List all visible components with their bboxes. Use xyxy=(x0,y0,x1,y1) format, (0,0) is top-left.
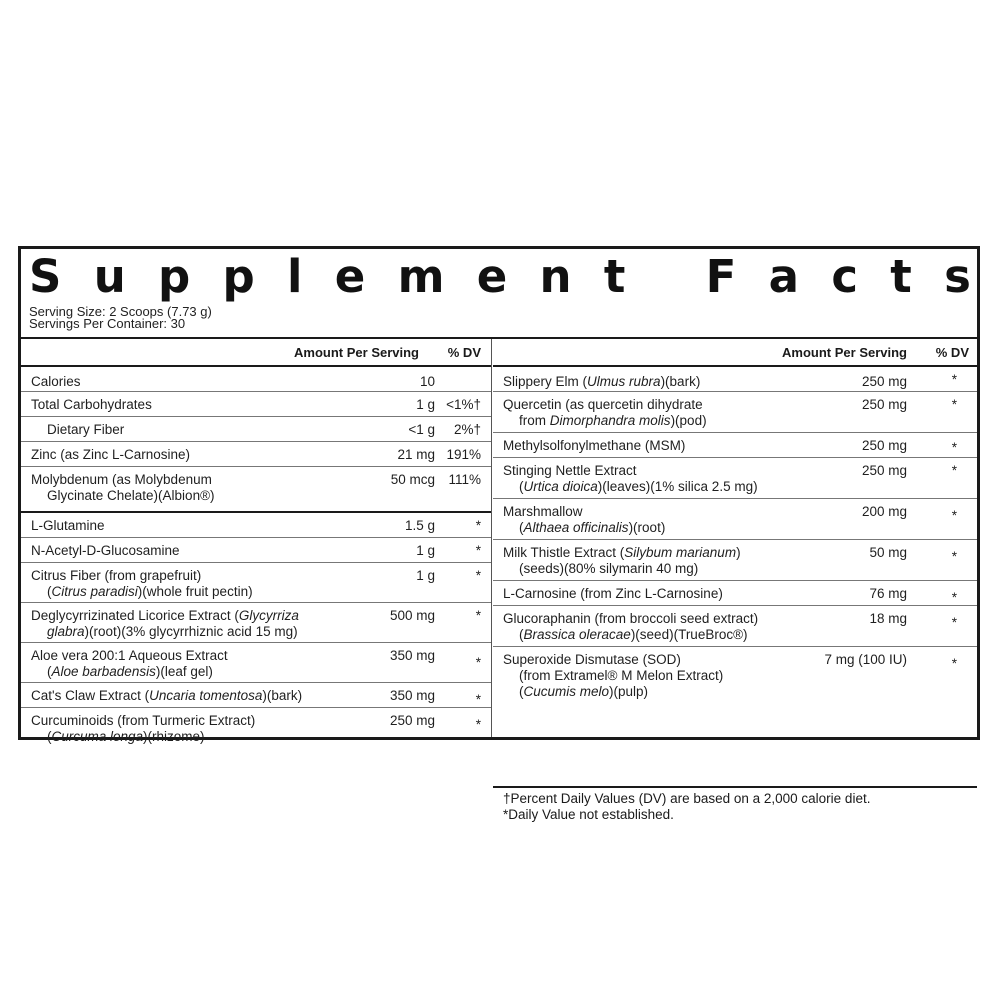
ingredient-name-line2: (Citrus paradisi)(whole fruit pectin) xyxy=(47,584,253,599)
title-letter: F xyxy=(705,249,737,303)
title-letter: S xyxy=(29,249,62,303)
nutrient-name-line2: Glycinate Chelate)(Albion®) xyxy=(47,488,215,503)
ingredient-row-aloe xyxy=(21,643,491,683)
ingredient-dv: * xyxy=(951,372,957,387)
column-header xyxy=(21,339,491,367)
ingredient-name: L-Glutamine xyxy=(31,518,105,533)
footnote xyxy=(503,791,870,823)
nutrient-dv: 2%† xyxy=(453,422,481,437)
ingredient-row-msm xyxy=(493,433,977,458)
ingredient-dv: * xyxy=(951,590,957,605)
ingredient-name: Curcuminoids (from Turmeric Extract) xyxy=(31,713,256,728)
ingredient-name: Methylsolfonylmethane (MSM) xyxy=(503,438,686,453)
ingredient-amount: 350 mg xyxy=(389,648,435,663)
supplement-facts-panel xyxy=(18,246,980,822)
ingredient-name: Slippery Elm (Ulmus rubra)(bark) xyxy=(503,374,701,389)
title-letter: e xyxy=(334,249,366,303)
ingredient-amount: 18 mg xyxy=(869,611,907,626)
column-divider xyxy=(491,339,492,737)
header-amount: Amount Per Serving xyxy=(782,345,907,360)
servings-per-container: Servings Per Container: 30 xyxy=(29,316,186,331)
ingredient-row-elm xyxy=(493,367,977,392)
title-letter: s xyxy=(944,249,971,303)
title-letter: a xyxy=(768,249,800,303)
ingredient-name: Superoxide Dismutase (SOD) xyxy=(503,652,681,667)
ingredient-name-line2: (seeds)(80% silymarin 40 mg) xyxy=(519,561,699,576)
title-letter: l xyxy=(287,249,303,303)
ingredient-name: Cat's Claw Extract (Uncaria tomentosa)(bark) xyxy=(31,688,303,703)
ingredient-dv: * xyxy=(951,615,957,630)
column-header xyxy=(493,339,977,367)
nutrient-dv: <1%† xyxy=(446,397,481,412)
title-letter: p xyxy=(158,249,191,303)
ingredient-amount: 200 mg xyxy=(861,504,907,519)
ingredient-row-sod xyxy=(493,647,977,703)
ingredient-name: Stinging Nettle Extract xyxy=(503,463,637,478)
ingredient-name: Quercetin (as quercetin dihydrate xyxy=(503,397,703,412)
ingredient-name: Citrus Fiber (from grapefruit) xyxy=(31,568,202,583)
title-letter: t xyxy=(603,249,626,303)
header-dv: % DV xyxy=(935,345,969,360)
nutrient-dv: 191% xyxy=(446,447,481,462)
ingredient-name-line3: (Cucumis melo)(pulp) xyxy=(519,684,649,699)
ingredient-row-carnosine xyxy=(493,581,977,606)
ingredient-dv: * xyxy=(475,655,481,670)
ingredient-name-line2: (Aloe barbadensis)(leaf gel) xyxy=(47,664,213,679)
ingredient-name-line2: (Brassica oleracae)(seed)(TrueBroc®) xyxy=(519,627,748,642)
ingredient-name: Marshmallow xyxy=(503,504,583,519)
ingredient-row-glutamine xyxy=(21,513,491,538)
nutrient-name: Molybdenum (as Molybdenum xyxy=(31,472,212,487)
ingredient-amount: 50 mg xyxy=(869,545,907,560)
nutrient-row-zinc xyxy=(21,442,491,467)
ingredient-name-line2: from Dimorphandra molis)(pod) xyxy=(519,413,707,428)
nutrient-amount: 21 mg xyxy=(397,447,435,462)
ingredient-amount: 1.5 g xyxy=(404,518,435,533)
nutrient-name: Dietary Fiber xyxy=(47,422,125,437)
ingredient-dv: * xyxy=(951,508,957,523)
footnote-divider xyxy=(493,786,977,788)
ingredient-row-citrus xyxy=(21,563,491,603)
footnote-not-established: *Daily Value not established. xyxy=(503,807,674,822)
nutrient-name: Calories xyxy=(31,374,81,389)
ingredient-name-line2: (Curcuma longa)(rhizome) xyxy=(47,729,205,744)
nutrient-row-carbs xyxy=(21,392,491,417)
ingredient-dv: * xyxy=(951,397,957,412)
nutrient-row-fiber xyxy=(21,417,491,442)
title-letter: t xyxy=(890,249,912,303)
nutrient-name: Total Carbohydrates xyxy=(31,397,152,412)
title-letter xyxy=(658,254,674,299)
ingredient-name-line2: (from Extramel® M Melon Extract) xyxy=(519,668,724,683)
ingredient-name-line2: (Urtica dioica)(leaves)(1% silica 2.5 mg) xyxy=(519,479,758,494)
ingredient-row-glucoraphanin xyxy=(493,606,977,647)
ingredient-row-thistle xyxy=(493,540,977,581)
ingredient-row-nettle xyxy=(493,458,977,499)
left-column xyxy=(21,339,491,744)
ingredient-name: Milk Thistle Extract (Silybum marianum) xyxy=(503,545,741,560)
ingredient-row-nag xyxy=(21,538,491,563)
footnote-dv: †Percent Daily Values (DV) are based on a 2,000 calorie diet. xyxy=(503,791,871,806)
title-letter: m xyxy=(397,249,445,303)
ingredient-name: L-Carnosine (from Zinc L-Carnosine) xyxy=(503,586,723,601)
ingredient-amount: 500 mg xyxy=(389,608,435,623)
ingredient-amount: 250 mg xyxy=(861,397,907,412)
ingredient-amount: 250 mg xyxy=(861,438,907,453)
nutrient-dv: 111% xyxy=(448,472,481,487)
ingredient-name: Deglycyrrizinated Licorice Extract (Glycyrriza xyxy=(31,608,299,623)
serving-info xyxy=(29,306,212,330)
ingredient-name-line2: glabra)(root)(3% glycyrrhiznic acid 15 mg) xyxy=(47,624,298,639)
ingredient-name: Aloe vera 200:1 Aqueous Extract xyxy=(31,648,228,663)
title-letter: e xyxy=(476,249,508,303)
ingredient-amount: 1 g xyxy=(416,543,435,558)
ingredient-dv: * xyxy=(475,608,481,623)
ingredient-dv: * xyxy=(475,543,481,558)
ingredient-row-curcumin xyxy=(21,708,491,748)
right-column xyxy=(493,339,977,822)
nutrient-name: Zinc (as Zinc L-Carnosine) xyxy=(31,447,191,462)
ingredient-dv: * xyxy=(475,568,481,583)
nutrient-row-molybdenum xyxy=(21,467,491,513)
title-letter: u xyxy=(93,249,126,303)
title-letter: p xyxy=(222,249,255,303)
ingredient-dv: * xyxy=(475,717,481,732)
ingredient-amount: 7 mg (100 IU) xyxy=(824,652,907,667)
ingredient-dv: * xyxy=(951,656,957,671)
ingredient-row-quercetin xyxy=(493,392,977,433)
ingredient-name: N-Acetyl-D-Glucosamine xyxy=(31,543,180,558)
ingredient-name-line2: (Althaea officinalis)(root) xyxy=(519,520,666,535)
ingredient-amount: 250 mg xyxy=(861,463,907,478)
ingredient-amount: 350 mg xyxy=(389,688,435,703)
title-letter: c xyxy=(831,249,858,303)
ingredient-amount: 250 mg xyxy=(389,713,435,728)
nutrient-amount: 1 g xyxy=(416,397,435,412)
ingredient-row-catsclaw xyxy=(21,683,491,708)
ingredient-dv: * xyxy=(951,549,957,564)
nutrient-amount: <1 g xyxy=(408,422,435,437)
ingredient-dv: * xyxy=(951,440,957,455)
nutrient-amount: 50 mcg xyxy=(390,472,435,487)
ingredient-amount: 250 mg xyxy=(861,374,907,389)
header-amount: Amount Per Serving xyxy=(294,345,419,360)
header-dv: % DV xyxy=(447,345,481,360)
title-letter: n xyxy=(539,249,572,303)
ingredient-name: Glucoraphanin (from broccoli seed extract) xyxy=(503,611,759,626)
ingredient-amount: 1 g xyxy=(416,568,435,583)
ingredient-row-licorice xyxy=(21,603,491,643)
ingredient-dv: * xyxy=(475,518,481,533)
nutrient-amount: 10 xyxy=(419,374,435,389)
ingredient-row-marshmallow xyxy=(493,499,977,540)
ingredient-dv: * xyxy=(951,463,957,478)
ingredient-amount: 76 mg xyxy=(869,586,907,601)
panel-title xyxy=(29,251,971,301)
nutrient-row-calories xyxy=(21,367,491,392)
ingredient-dv: * xyxy=(475,692,481,707)
serving-size: Serving Size: 2 Scoops (7.73 g) xyxy=(29,304,212,319)
